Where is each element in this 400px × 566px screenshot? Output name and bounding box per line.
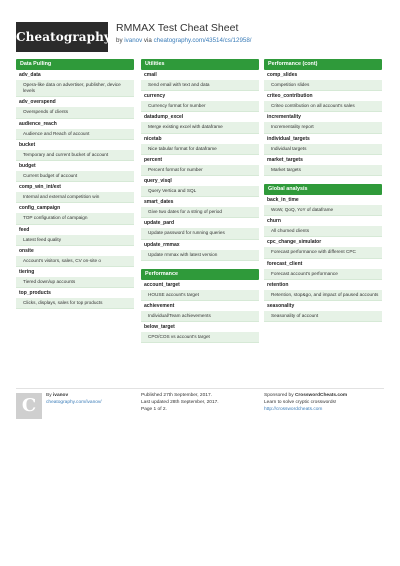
entry-list bbox=[141, 280, 259, 344]
footer-by-label: By bbox=[46, 393, 52, 398]
entry-row bbox=[264, 301, 382, 322]
entry-row bbox=[16, 246, 134, 267]
section-title: Utilities bbox=[141, 59, 259, 70]
entry-row bbox=[16, 203, 134, 224]
entry-value: Competition slides bbox=[264, 80, 382, 90]
entry-value: Forecast performance with different CPC bbox=[264, 247, 382, 257]
entry-value: Incrementality report bbox=[264, 122, 382, 132]
entry-row bbox=[141, 197, 259, 218]
entry-row bbox=[264, 91, 382, 112]
page-header bbox=[16, 22, 384, 52]
entry-key: percent bbox=[144, 156, 163, 163]
published-date: Published 27th September, 2017. bbox=[141, 393, 212, 398]
byline-via: via bbox=[143, 37, 152, 44]
entry-key: individual_targets bbox=[267, 135, 310, 142]
entry-row bbox=[16, 288, 134, 309]
section-title: Data Pulling bbox=[16, 59, 134, 70]
entry-row bbox=[264, 195, 382, 216]
entry-value: Temporary and current bucket of account bbox=[16, 150, 134, 160]
entry-row bbox=[264, 216, 382, 237]
footer-sponsor bbox=[264, 393, 384, 413]
entry-row bbox=[264, 134, 382, 155]
footer-author-text bbox=[46, 393, 136, 407]
entry-row bbox=[141, 301, 259, 322]
section-performance bbox=[141, 269, 259, 344]
entry-row bbox=[264, 259, 382, 280]
entry-key: budget bbox=[19, 163, 36, 170]
footer-dates bbox=[141, 393, 259, 413]
entry-value: Internal and external competition win bbox=[16, 192, 134, 202]
footer-by-line bbox=[46, 393, 136, 400]
entry-key: bucket bbox=[19, 141, 36, 148]
entry-value: HOUSE account's target bbox=[141, 290, 259, 300]
entry-key: top_products bbox=[19, 290, 51, 297]
sponsor-name[interactable]: CrosswordCheats.com bbox=[294, 393, 348, 398]
entry-key: comp_win_int/ext bbox=[19, 184, 61, 191]
entry-key: account_target bbox=[144, 281, 180, 288]
entry-value: Nice tabular format for dataframe bbox=[141, 144, 259, 154]
entry-key: update_pard bbox=[144, 220, 175, 227]
sponsor-tagline: Learn to solve cryptic crosswords! bbox=[264, 399, 337, 405]
entry-row bbox=[16, 119, 134, 140]
entry-key: churn bbox=[267, 218, 281, 225]
entry-row bbox=[141, 176, 259, 197]
section-data-pulling bbox=[16, 59, 134, 309]
entry-value: Percent format for number bbox=[141, 165, 259, 175]
entry-value: Seasonality of account bbox=[264, 311, 382, 321]
entry-value: TOP configuration of campaign bbox=[16, 213, 134, 223]
entry-key: nicetab bbox=[144, 135, 162, 142]
entry-key: config_campaign bbox=[19, 205, 61, 212]
entry-key: audience_reach bbox=[19, 120, 57, 127]
entry-key: criteo_contribution bbox=[267, 93, 313, 100]
entry-key: onsite bbox=[19, 247, 34, 254]
entry-key: smart_dates bbox=[144, 199, 174, 206]
entry-list bbox=[264, 195, 382, 322]
byline bbox=[116, 37, 384, 44]
page-title: RMMAX Test Cheat Sheet bbox=[116, 22, 239, 34]
author-link[interactable]: ivanov bbox=[124, 37, 143, 44]
entry-key: market_targets bbox=[267, 156, 303, 163]
entry-value: Merge existing excel with dataframe bbox=[141, 122, 259, 132]
entry-value: Forecast account's performance bbox=[264, 269, 382, 279]
entry-key: adv_data bbox=[19, 72, 41, 78]
entry-row bbox=[141, 218, 259, 239]
entry-value: Query Vertica and SQL bbox=[141, 186, 259, 196]
footer-author-name[interactable]: ivanov bbox=[52, 393, 69, 398]
entry-key: achievement bbox=[144, 303, 175, 310]
entry-value: Send email with text and data bbox=[141, 80, 259, 90]
entry-key: retention bbox=[267, 281, 289, 288]
entry-row bbox=[264, 112, 382, 133]
entry-value: Give two dates for a string of period bbox=[141, 207, 259, 217]
entry-row bbox=[141, 134, 259, 155]
entry-value: Retention, stop&go, and impact of paused accounts bbox=[264, 290, 382, 300]
section-utilities bbox=[141, 59, 259, 261]
entry-key: update_rmmax bbox=[144, 241, 180, 248]
entry-value: Opera-like data on advertiser, publisher, device levels bbox=[16, 80, 134, 96]
cheatography-logo[interactable]: Cheatography bbox=[16, 22, 108, 52]
section-performance-cont bbox=[264, 59, 382, 176]
entry-row bbox=[264, 280, 382, 301]
entry-key: feed bbox=[19, 226, 30, 233]
entry-key: seasonality bbox=[267, 303, 295, 310]
page-number: Page 1 of 2. bbox=[141, 406, 167, 412]
updated-date: Last updated 28th September, 2017. bbox=[141, 399, 219, 405]
entry-key: cmail bbox=[144, 72, 157, 78]
entry-row bbox=[141, 322, 259, 343]
sponsor-prefix: Sponsored by bbox=[264, 393, 294, 398]
entry-row bbox=[141, 280, 259, 301]
entry-value: CPO/COS vs account's target bbox=[141, 332, 259, 342]
entry-value: Current budget of account bbox=[16, 171, 134, 181]
footer-author-url[interactable]: cheatography.com/ivanov/ bbox=[46, 399, 102, 405]
entry-row bbox=[16, 140, 134, 161]
entry-value: Overspends of clients bbox=[16, 107, 134, 117]
entry-key: below_target bbox=[144, 324, 175, 331]
section-title: Performance bbox=[141, 269, 259, 280]
entry-row bbox=[141, 240, 259, 261]
section-title: Performance (cont) bbox=[264, 59, 382, 70]
entry-list bbox=[141, 70, 259, 261]
entry-key: datadump_excel bbox=[144, 114, 184, 121]
entry-row bbox=[141, 70, 259, 91]
column-1 bbox=[16, 59, 134, 315]
entry-list bbox=[264, 70, 382, 176]
entry-row bbox=[141, 91, 259, 112]
entry-row bbox=[16, 97, 134, 118]
entry-key: query_visql bbox=[144, 178, 172, 185]
sponsor-line bbox=[264, 393, 384, 400]
page-footer bbox=[16, 388, 384, 428]
sponsor-url[interactable]: http://crosswordcheats.com bbox=[264, 406, 323, 412]
entry-row bbox=[264, 70, 382, 91]
entry-list bbox=[16, 70, 134, 309]
entry-key: cpc_change_simulator bbox=[267, 239, 322, 246]
entry-key: comp_slides bbox=[267, 72, 298, 78]
entry-key: back_in_time bbox=[267, 197, 299, 204]
entry-value: Clicks, displays, sales for top products bbox=[16, 298, 134, 308]
entry-key: forecast_client bbox=[267, 260, 303, 267]
entry-key: incrementality bbox=[267, 114, 301, 121]
entry-value: Individual targets bbox=[264, 144, 382, 154]
section-global-analysis bbox=[264, 184, 382, 322]
entry-value: Audience and Reach of account bbox=[16, 129, 134, 139]
column-3 bbox=[264, 59, 382, 328]
entry-row bbox=[141, 112, 259, 133]
entry-row bbox=[264, 237, 382, 258]
entry-value: Individual/Team achievements bbox=[141, 311, 259, 321]
section-title: Global analysis bbox=[264, 184, 382, 195]
column-2 bbox=[141, 59, 259, 349]
sheet-url-link[interactable]: cheatography.com/43514/cs/12958/ bbox=[153, 37, 252, 44]
entry-value: WoW, QoQ, YoY of dataframe bbox=[264, 205, 382, 215]
entry-value: Update password for running queries bbox=[141, 228, 259, 238]
entry-row bbox=[141, 155, 259, 176]
title-block bbox=[116, 22, 384, 44]
entry-key: tiering bbox=[19, 269, 35, 276]
entry-value: Currency format for number bbox=[141, 101, 259, 111]
entry-row bbox=[264, 155, 382, 176]
entry-value: All churned clients bbox=[264, 226, 382, 236]
entry-row bbox=[16, 182, 134, 203]
entry-value: Market targets bbox=[264, 165, 382, 175]
entry-row bbox=[16, 70, 134, 97]
entry-key: adv_overspend bbox=[19, 99, 56, 106]
entry-value: Criteo contribution on all account's sales bbox=[264, 101, 382, 111]
entry-value: Latest feed quality bbox=[16, 235, 134, 245]
entry-value: Update rmmax with latest version bbox=[141, 250, 259, 260]
entry-value: Tiered down/up accounts bbox=[16, 277, 134, 287]
entry-value: Account's visitors, sales, CV on-site o bbox=[16, 256, 134, 266]
entry-row bbox=[16, 225, 134, 246]
entry-row bbox=[16, 161, 134, 182]
byline-prefix: by bbox=[116, 37, 123, 44]
entry-key: currency bbox=[144, 93, 166, 100]
author-avatar[interactable]: C bbox=[16, 393, 42, 419]
entry-row bbox=[16, 267, 134, 288]
